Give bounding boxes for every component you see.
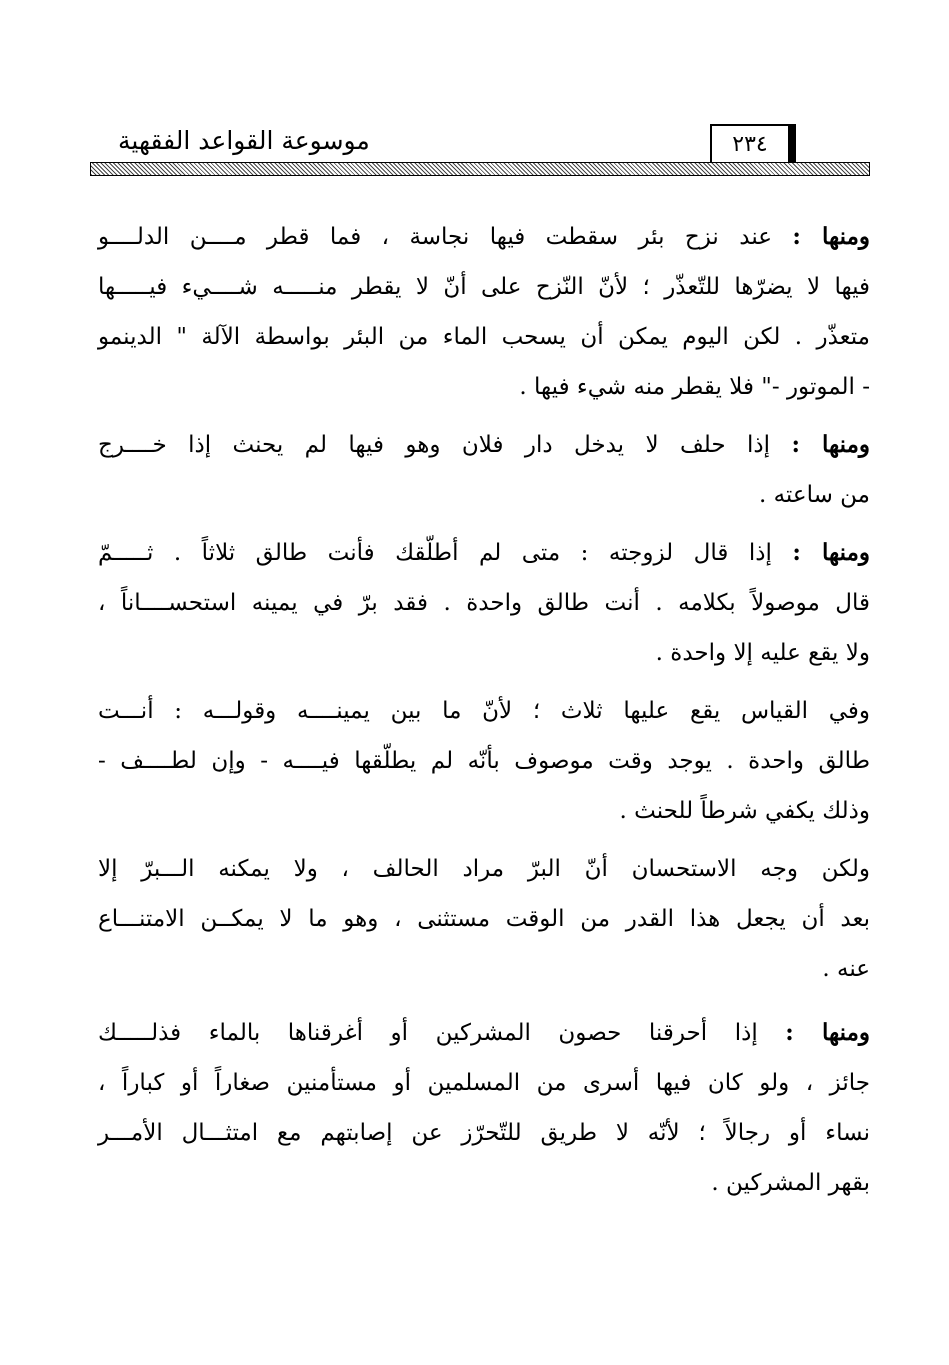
text-line: متعذّر . لكن اليوم يمكن أن يسحب الماء من البئر بواسطة الآلة " الدينمو — [98, 324, 870, 350]
text-line: ولا يقع عليه إلا واحدة . — [655, 640, 870, 666]
text-line: - الموتور -" فلا يقطر منه شيء فيها . — [519, 374, 870, 400]
paragraph — [98, 212, 870, 412]
paragraph — [98, 420, 870, 520]
text-line: جائز ، ولو كان فيها أسرى من المسلمين أو مستأمنين صغاراً أو كباراً ، — [98, 1070, 870, 1096]
text-line: وذلك يكفي شرطاً للحنث . — [619, 798, 870, 824]
header-rule — [90, 162, 870, 176]
paragraph — [98, 528, 870, 678]
text-line — [98, 420, 870, 470]
text-line — [98, 212, 870, 262]
text-line: فيها لا يضرّها للتّعذّر ؛ لأنّ النّزح على أنّ لا يقطر منـــــه شــــيء فيـــــها — [98, 274, 870, 300]
paragraph-lead: ومنها : — [791, 431, 871, 458]
page-body — [98, 212, 870, 1216]
line-text: عند نزح بئر سقطت فيها نجاسة ، فما قطر مــــن الدلــــو — [98, 224, 772, 250]
line-text: إذا حلف لا يدخل دار فلان وهو فيها لم يحنث إذا خــــرج — [98, 432, 771, 458]
paragraph-lead: ومنها : — [785, 1019, 870, 1046]
text-line — [98, 528, 870, 578]
text-line: عنه . — [822, 956, 870, 982]
paragraph — [98, 686, 870, 836]
page-header — [90, 118, 870, 178]
page-number-frame-shadow — [788, 124, 796, 164]
paragraph-lead: ومنها : — [792, 539, 871, 566]
book-title: موسوعة القواعد الفقهية — [118, 126, 370, 155]
text-line: نساء أو رجالاً ؛ لأنّه لا طريق للتّحرّز عن إصابتهم مع امتثـــال الأمـــر — [98, 1120, 870, 1146]
page-number: ٢٣٤ — [710, 124, 790, 164]
text-line: بقهر المشركين . — [711, 1170, 870, 1196]
text-line — [98, 1008, 870, 1058]
paragraph — [98, 1008, 870, 1208]
line-text: إذا قال لزوجته : متى لم أطلّقك فأنت طالق ثلاثاً . ثـــــمّ — [98, 540, 772, 566]
text-line: من ساعته . — [758, 482, 870, 508]
text-line: وفي القياس يقع عليها ثلاث ؛ لأنّ ما بين يمينــــه وقولـــه : أنـــت — [98, 698, 870, 724]
paragraph — [98, 844, 870, 994]
text-line: بعد أن يجعل هذا القدر من الوقت مستثنى ، وهو ما لا يمكــن الامتنـــاع — [98, 906, 870, 932]
paragraph-lead: ومنها : — [792, 223, 871, 250]
text-line: ولكن وجه الاستحسان أنّ البرّ مراد الحالف ، ولا يمكنه الـــبرّ إلا — [98, 856, 870, 882]
text-line: طالق واحدة . يوجد وقت موصوف بأنّه لم يطلّقها فيــــه - وإن لطــــف - — [98, 748, 870, 774]
text-line: قال موصولاً بكلامه . أنت طالق واحدة . فقد برّ في يمينه استحســــاناً ، — [98, 590, 870, 616]
line-text: إذا أحرقنا حصون المشركين أو أغرقناها بالماء فذلـــــك — [98, 1020, 758, 1046]
